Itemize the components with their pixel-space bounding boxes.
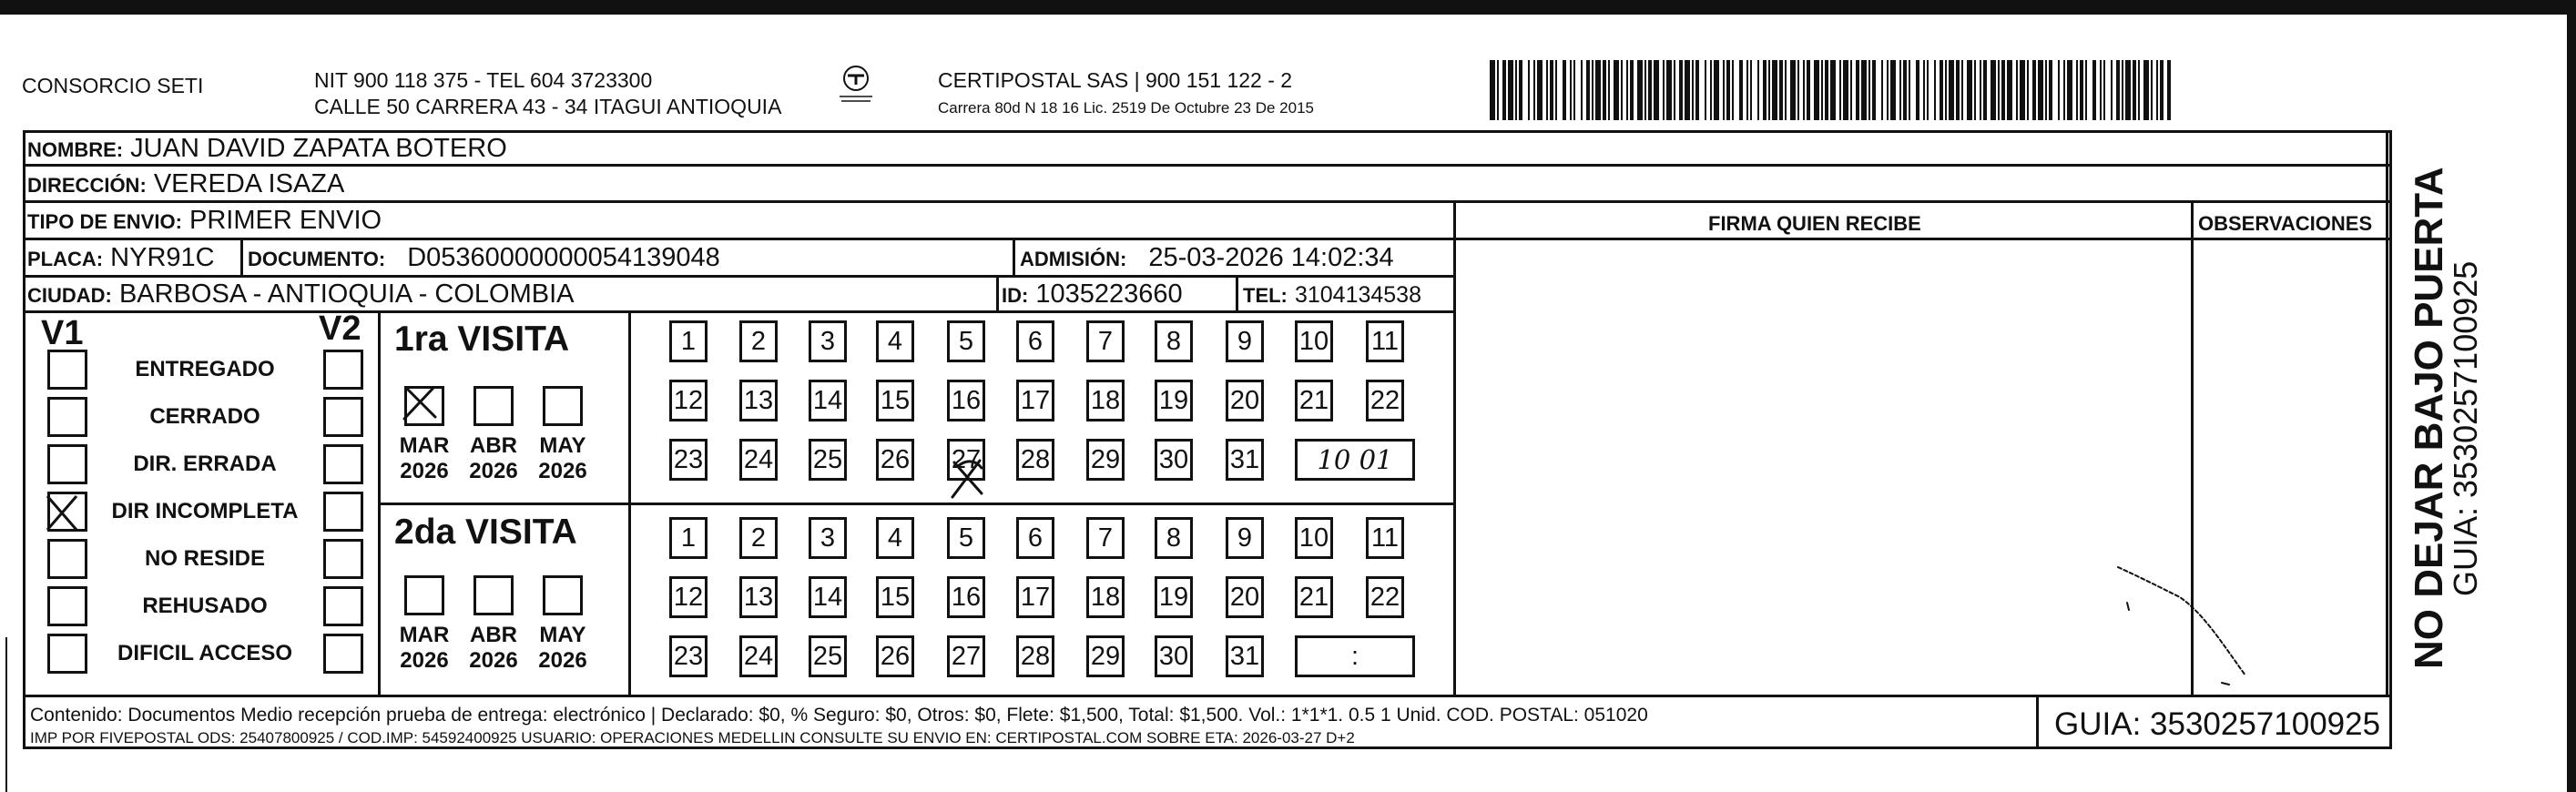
footer-content-line: Contenido: Documentos Medio recepción prueba de entrega: electrónico | Declarado: $0, % Seguro: $0, Otros: $0, Flete: $1,500, Total: $1,500. Vol.: 1*1*1. 0.5 1 Unid. COD. POSTAL: 051020: [30, 705, 1648, 726]
first-year-label: 2026: [400, 459, 449, 483]
v1-checkbox[interactable]: [47, 444, 87, 484]
barcode-bar: [1666, 60, 1672, 120]
first-day-22[interactable]: 22: [1366, 380, 1404, 421]
first-month-label: MAY: [539, 433, 586, 458]
nombre-value: JUAN DAVID ZAPATA BOTERO: [130, 134, 507, 163]
v2-checkbox[interactable]: [323, 586, 363, 626]
first-day-12[interactable]: 12: [669, 380, 708, 421]
barcode-bar: [1843, 60, 1848, 120]
direccion-value: VEREDA ISAZA: [153, 169, 345, 198]
second-day-13[interactable]: 13: [739, 576, 778, 618]
second-month-checkbox[interactable]: [473, 575, 514, 615]
barcode-bar: [1916, 60, 1919, 120]
admision-row: [1020, 242, 1394, 275]
barcode-bar: [1807, 60, 1810, 120]
v1-checkbox[interactable]: [47, 586, 87, 626]
first-day-16[interactable]: 16: [947, 380, 985, 421]
barcode-bar: [1515, 60, 1517, 120]
barcode-bar: [1991, 60, 1996, 120]
barcode-bar: [2001, 60, 2005, 120]
barcode-bar: [1695, 60, 1699, 120]
visit-divider: [378, 503, 1455, 505]
second-year-label: 2026: [469, 648, 518, 673]
barcode-bar: [2020, 60, 2025, 120]
first-visit-title: 1ra VISITA: [394, 320, 570, 359]
barcode-bar: [1533, 60, 1535, 120]
first-day-14[interactable]: 14: [809, 380, 847, 421]
first-day-30[interactable]: 30: [1155, 439, 1193, 481]
admision-value: 25-03-2026 14:02:34: [1148, 243, 1394, 272]
status-label: DIFICIL ACCESO: [117, 641, 292, 665]
barcode-bar: [1710, 60, 1712, 120]
v2-checkbox[interactable]: [323, 444, 363, 484]
first-day-15[interactable]: 15: [876, 380, 914, 421]
second-day-22[interactable]: 22: [1366, 576, 1404, 618]
barcode-bar: [1679, 60, 1683, 120]
barcode-bar: [1861, 60, 1867, 120]
first-day-28[interactable]: 28: [1016, 439, 1054, 481]
status-label: CERRADO: [149, 404, 260, 429]
v1-checkbox[interactable]: [47, 492, 87, 532]
barcode-bar: [1899, 60, 1901, 120]
barcode-bar: [1723, 60, 1725, 120]
first-day-21[interactable]: 21: [1295, 380, 1333, 421]
second-day-5[interactable]: 5: [947, 517, 985, 559]
barcode-bar: [1825, 60, 1828, 120]
second-day-2[interactable]: 2: [739, 517, 778, 559]
barcode-bar: [2133, 60, 2136, 120]
second-day-10[interactable]: 10: [1295, 517, 1333, 559]
row-divider: [23, 200, 2392, 203]
second-time-box[interactable]: :: [1295, 635, 1415, 677]
barcode-bar: [1821, 60, 1823, 120]
second-day-20[interactable]: 20: [1226, 576, 1264, 618]
barcode-bar: [2143, 60, 2149, 120]
barcode-bar: [1998, 60, 2000, 120]
first-day-29[interactable]: 29: [1086, 439, 1125, 481]
second-day-23[interactable]: 23: [669, 635, 708, 677]
first-day-13[interactable]: 13: [739, 380, 778, 421]
barcode-bar: [2038, 60, 2043, 120]
barcode-bar: [2156, 60, 2158, 120]
barcode-bar: [1637, 60, 1643, 120]
nit-line: NIT 900 118 375 - TEL 604 3723300: [314, 68, 653, 92]
first-day-4[interactable]: 4: [876, 320, 914, 362]
ciudad-row: [27, 279, 575, 311]
row-divider: [23, 238, 1455, 240]
barcode-bar: [1732, 60, 1734, 120]
v1-checkbox[interactable]: [47, 350, 87, 390]
barcode-bar: [1757, 60, 1759, 120]
documento-row: [248, 242, 720, 275]
side-guia: GUIA: 3530257100925: [2447, 260, 2484, 596]
barcode-bar: [1705, 60, 1706, 120]
direccion-row: [27, 168, 344, 201]
first-day-6[interactable]: 6: [1016, 320, 1054, 362]
barcode-bar: [2116, 60, 2120, 120]
first-day-23[interactable]: 23: [669, 439, 708, 481]
barcode-bar: [2103, 60, 2105, 120]
direccion-label: DIRECCIÓN:: [27, 174, 147, 197]
ciudad-label: CIUDAD:: [27, 284, 112, 307]
ciudad-value: BARBOSA - ANTIOQUIA - COLOMBIA: [118, 279, 575, 309]
barcode-bar: [2063, 60, 2065, 120]
placa-label: PLACA:: [27, 248, 104, 270]
second-month-label: MAR: [399, 623, 450, 647]
barcode-bar: [1868, 60, 1870, 120]
cell-divider: [240, 238, 243, 275]
barcode-bar: [1592, 60, 1593, 120]
first-day-24[interactable]: 24: [739, 439, 778, 481]
second-day-24[interactable]: 24: [739, 635, 778, 677]
v1-checkbox[interactable]: [47, 539, 87, 579]
tel-value: 3104134538: [1294, 282, 1421, 308]
v2-checkbox[interactable]: [323, 492, 363, 532]
id-row: [1002, 279, 1183, 311]
barcode-bar: [1785, 60, 1787, 120]
first-month-label: MAR: [399, 433, 450, 458]
first-day-1[interactable]: 1: [669, 320, 708, 362]
second-day-27[interactable]: 27: [947, 635, 985, 677]
scan-edge-left: [5, 637, 7, 792]
barcode-bar: [1830, 60, 1836, 120]
barcode-bar: [1692, 60, 1694, 120]
status-label: NO RESIDE: [144, 546, 266, 571]
barcode-bar: [1537, 60, 1543, 120]
barcode-bar: [1630, 60, 1634, 120]
documento-value: D05360000000054139048: [407, 243, 720, 272]
footer-guia: GUIA: 3530257100925: [2054, 706, 2381, 742]
second-day-3[interactable]: 3: [809, 517, 847, 559]
barcode-bar: [1961, 60, 1963, 120]
first-day-18[interactable]: 18: [1086, 380, 1125, 421]
first-day-11[interactable]: 11: [1366, 320, 1404, 362]
second-day-12[interactable]: 12: [669, 576, 708, 618]
barcode-bar: [1603, 60, 1606, 120]
barcode-bar: [2007, 60, 2012, 120]
second-day-7[interactable]: 7: [1086, 517, 1125, 559]
barcode-bar: [1555, 60, 1557, 120]
barcode-bar: [1573, 60, 1575, 120]
second-month-label: MAY: [539, 623, 586, 647]
barcode-bar: [1980, 60, 1981, 120]
first-day-7[interactable]: 7: [1086, 320, 1125, 362]
second-day-16[interactable]: 16: [947, 576, 985, 618]
second-day-15[interactable]: 15: [876, 576, 914, 618]
barcode-bar: [1850, 60, 1852, 120]
tel-label: TEL:: [1243, 284, 1288, 307]
status-label: DIR INCOMPLETA: [111, 499, 299, 523]
barcode-bar: [1803, 60, 1805, 120]
first-day-10[interactable]: 10: [1295, 320, 1333, 362]
barcode-bar: [1903, 60, 1907, 120]
barcode-bar: [1490, 60, 1495, 120]
second-day-30[interactable]: 30: [1155, 635, 1193, 677]
barcode-bar: [2049, 60, 2052, 120]
first-year-label: 2026: [469, 459, 518, 483]
v2-checkbox[interactable]: [323, 350, 363, 390]
barcode-bar: [1528, 60, 1530, 120]
column-divider: [2386, 130, 2388, 695]
nombre-label: NOMBRE:: [27, 138, 124, 161]
second-day-21[interactable]: 21: [1295, 576, 1333, 618]
first-day-19[interactable]: 19: [1155, 380, 1193, 421]
v2-checkbox[interactable]: [323, 539, 363, 579]
cell-divider: [996, 275, 999, 310]
barcode-bar: [1714, 60, 1719, 120]
barcode-bar: [1909, 60, 1910, 120]
barcode-bar: [1614, 60, 1619, 120]
barcode-bar: [1768, 60, 1770, 120]
column-divider: [1453, 200, 1456, 695]
barcode-bar: [1934, 60, 1936, 120]
barcode-bar: [1563, 60, 1566, 120]
barcode-bar: [1648, 60, 1652, 120]
barcode-bar: [1746, 60, 1748, 120]
barcode-bar: [1890, 60, 1896, 120]
barcode-bar: [1654, 60, 1659, 120]
barcode-bar: [1608, 60, 1610, 120]
second-visit-title: 2da VISITA: [394, 513, 577, 552]
first-day-3[interactable]: 3: [809, 320, 847, 362]
v2-checkbox[interactable]: [323, 634, 363, 674]
barcode-bar: [1581, 60, 1583, 120]
second-day-1[interactable]: 1: [669, 517, 708, 559]
scan-edge-top: [0, 0, 2576, 15]
second-day-8[interactable]: 8: [1155, 517, 1193, 559]
scan-edge-right: [2567, 0, 2576, 792]
company-name: CONSORCIO SETI: [22, 74, 204, 97]
barcode-bar: [1949, 60, 1954, 120]
second-day-4[interactable]: 4: [876, 517, 914, 559]
barcode-bar: [1779, 60, 1783, 120]
barcode-bar: [2125, 60, 2131, 120]
barcode-bar: [1772, 60, 1777, 120]
documento-label: DOCUMENTO:: [248, 248, 386, 270]
barcode-bar: [2080, 60, 2083, 120]
barcode-bar: [2151, 60, 2153, 120]
cell-divider: [1013, 238, 1015, 275]
second-month-label: ABR: [470, 623, 517, 647]
second-year-label: 2026: [538, 648, 587, 673]
observaciones-header: OBSERVACIONES: [2198, 212, 2373, 235]
visit-month-divider: [628, 310, 631, 695]
barcode-bar: [1872, 60, 1876, 120]
barcode-bar: [1644, 60, 1646, 120]
footer-guia-divider: [2036, 695, 2039, 749]
first-day-9[interactable]: 9: [1226, 320, 1264, 362]
barcode-bar: [1763, 60, 1767, 120]
second-day-29[interactable]: 29: [1086, 635, 1125, 677]
address-line: CALLE 50 CARRERA 43 - 34 ITAGUI ANTIOQUIA: [314, 95, 782, 118]
barcode-bar: [1881, 60, 1883, 120]
barcode-bar: [1570, 60, 1572, 120]
first-month-checkbox[interactable]: [543, 386, 583, 426]
barcode-bar: [1927, 60, 1929, 120]
barcode-bar: [1586, 60, 1590, 120]
barcode-bar: [2016, 60, 2018, 120]
barcode-bar: [1974, 60, 1976, 120]
first-year-label: 2026: [538, 459, 587, 483]
first-time-box[interactable]: 10 01: [1295, 439, 1415, 481]
column-divider: [2191, 200, 2194, 695]
tipo-value: PRIMER ENVIO: [188, 206, 382, 235]
first-month-checkbox[interactable]: [404, 386, 444, 426]
first-day-25[interactable]: 25: [809, 439, 847, 481]
barcode-bar: [1550, 60, 1553, 120]
barcode-bar: [1595, 60, 1601, 120]
barcode-bar: [1967, 60, 1972, 120]
second-day-28[interactable]: 28: [1016, 635, 1054, 677]
certipostal-logo: [836, 64, 876, 104]
barcode-bar: [1856, 60, 1859, 120]
barcode-bar: [1497, 60, 1499, 120]
column-head-divider: [1455, 238, 2392, 240]
barcode-bar: [1797, 60, 1799, 120]
status-label: ENTREGADO: [135, 357, 275, 381]
first-day-2[interactable]: 2: [739, 320, 778, 362]
barcode-bar: [2111, 60, 2113, 120]
id-label: ID:: [1002, 284, 1029, 307]
barcode-bar: [1685, 60, 1690, 120]
barcode-bar: [1956, 60, 1960, 120]
second-day-31[interactable]: 31: [1226, 635, 1264, 677]
barcode-bar: [2160, 60, 2164, 120]
status-label: DIR. ERRADA: [133, 452, 277, 476]
v2-checkbox[interactable]: [323, 397, 363, 437]
barcode-bar: [1923, 60, 1925, 120]
first-month-checkbox[interactable]: [473, 386, 514, 426]
second-day-9[interactable]: 9: [1226, 517, 1264, 559]
barcode: [1490, 60, 2171, 120]
first-day-31[interactable]: 31: [1226, 439, 1264, 481]
certipostal-line: CERTIPOSTAL SAS | 900 151 122 - 2: [938, 68, 1293, 92]
barcode-bar: [1940, 60, 1943, 120]
barcode-bar: [2032, 60, 2036, 120]
admision-label: ADMISIÓN:: [1020, 248, 1127, 270]
v1-checkbox[interactable]: [47, 634, 87, 674]
barcode-bar: [1887, 60, 1889, 120]
barcode-bar: [1508, 60, 1513, 120]
first-day-8[interactable]: 8: [1155, 320, 1193, 362]
barcode-bar: [2122, 60, 2123, 120]
barcode-bar: [1674, 60, 1675, 120]
barcode-bar: [1750, 60, 1752, 120]
barcode-bar: [1983, 60, 1987, 120]
footer-print-line: IMP POR FIVEPOSTAL ODS: 25407800925 / COD.IMP: 54592400925 USUARIO: OPERACIONES MEDELLIN CONSULTE SU ENVIO EN: CERTIPOSTAL.COM SOBRE ETA: 2026-03-27 D+2: [30, 729, 1355, 746]
barcode-bar: [1621, 60, 1623, 120]
second-day-11[interactable]: 11: [1366, 517, 1404, 559]
barcode-bar: [2076, 60, 2078, 120]
first-day-17[interactable]: 17: [1016, 380, 1054, 421]
barcode-bar: [2058, 60, 2060, 120]
barcode-bar: [2027, 60, 2029, 120]
status-label: REHUSADO: [142, 594, 268, 618]
barcode-bar: [1626, 60, 1628, 120]
cell-divider: [1236, 275, 1238, 310]
barcode-bar: [2045, 60, 2047, 120]
placa-row: [27, 242, 215, 275]
barcode-bar: [1945, 60, 1947, 120]
second-day-6[interactable]: 6: [1016, 517, 1054, 559]
first-month-label: ABR: [470, 433, 517, 458]
barcode-bar: [2138, 60, 2140, 120]
barcode-bar: [1519, 60, 1522, 120]
barcode-bar: [2092, 60, 2096, 120]
barcode-bar: [2167, 60, 2171, 120]
barcode-bar: [1663, 60, 1665, 120]
v1-checkbox[interactable]: [47, 397, 87, 437]
row-divider: [23, 275, 1455, 278]
barcode-bar: [1839, 60, 1841, 120]
tel-row: [1243, 279, 1421, 311]
second-day-26[interactable]: 26: [876, 635, 914, 677]
id-value: 1035223660: [1035, 279, 1183, 309]
status-divider: [378, 310, 381, 695]
tipo-row: [27, 205, 382, 238]
barcode-bar: [1726, 60, 1730, 120]
placa-value: NYR91C: [110, 243, 215, 272]
first-day-27[interactable]: 27: [947, 439, 985, 481]
tipo-label: TIPO DE ENVIO:: [27, 210, 182, 233]
second-day-14[interactable]: 14: [809, 576, 847, 618]
second-day-18[interactable]: 18: [1086, 576, 1125, 618]
second-month-checkbox[interactable]: [543, 575, 583, 615]
license-line: Carrera 80d N 18 16 Lic. 2519 De Octubre 23 De 2015: [938, 99, 1314, 117]
barcode-bar: [1790, 60, 1796, 120]
first-day-20[interactable]: 20: [1226, 380, 1264, 421]
first-day-26[interactable]: 26: [876, 439, 914, 481]
v1-label: V1: [41, 314, 84, 352]
first-day-5[interactable]: 5: [947, 320, 985, 362]
v2-label: V2: [319, 310, 361, 348]
second-day-25[interactable]: 25: [809, 635, 847, 677]
second-month-checkbox[interactable]: [404, 575, 444, 615]
barcode-bar: [1814, 60, 1819, 120]
barcode-bar: [1502, 60, 1506, 120]
barcode-bar: [1546, 60, 1548, 120]
barcode-bar: [1739, 60, 1743, 120]
barcode-bar: [2067, 60, 2072, 120]
barcode-bar: [2100, 60, 2102, 120]
nombre-row: [27, 133, 507, 166]
no-dejar-warning: NO DEJAR BAJO PUERTA: [2407, 167, 2451, 669]
second-year-label: 2026: [400, 648, 449, 673]
second-day-19[interactable]: 19: [1155, 576, 1193, 618]
firma-header: FIRMA QUIEN RECIBE: [1708, 212, 1921, 235]
barcode-bar: [2085, 60, 2087, 120]
second-day-17[interactable]: 17: [1016, 576, 1054, 618]
